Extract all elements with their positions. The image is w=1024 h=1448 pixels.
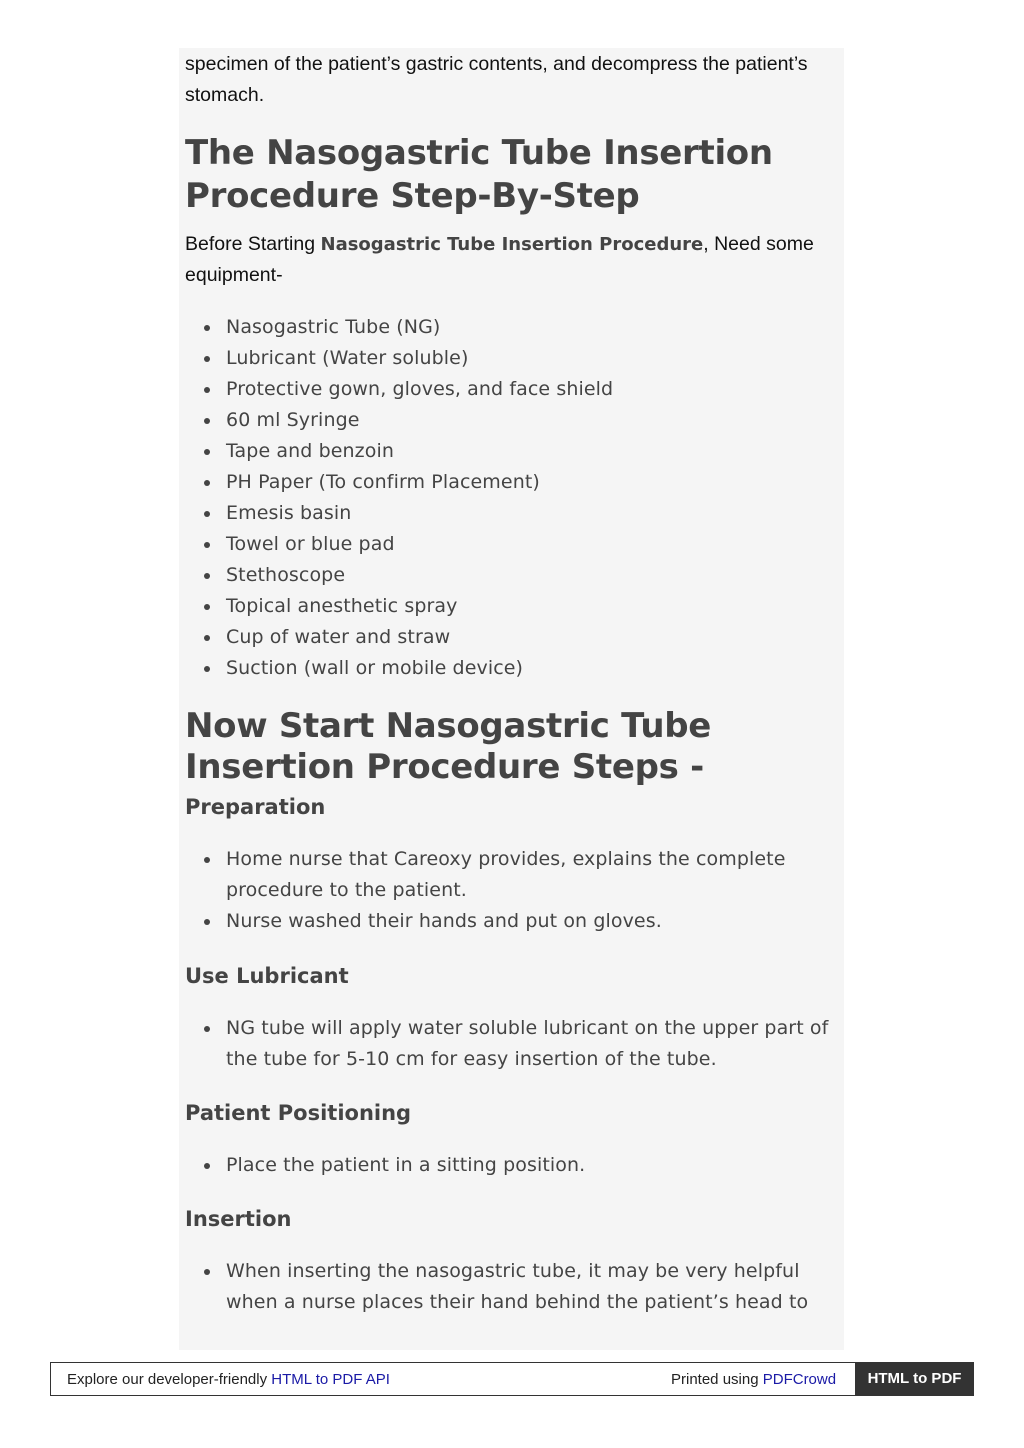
positioning-list [185, 1150, 838, 1181]
list-item: Protective gown, gloves, and face shield [226, 374, 838, 405]
before-suffix: , Need some equipment- [185, 233, 814, 286]
list-item: NG tube will apply water soluble lubricant on the upper part of the tube for 5-10 cm for easy insertion of the tube. [226, 1013, 838, 1075]
before-strong: Nasogastric Tube Insertion Procedure [320, 234, 704, 255]
intro-paragraph: specimen of the patient’s gastric contents, and decompress the patient’s stomach. [185, 53, 808, 106]
html-to-pdf-badge[interactable]: HTML to PDF [855, 1362, 974, 1396]
subheading-insertion: Insertion [185, 1207, 292, 1231]
list-item: PH Paper (To confirm Placement) [226, 467, 838, 498]
list-item: Stethoscope [226, 560, 838, 591]
subheading-preparation: Preparation [185, 795, 326, 819]
list-item: Tape and benzoin [226, 436, 838, 467]
pdfcrowd-link[interactable]: PDFCrowd [762, 1371, 837, 1388]
list-item: Home nurse that Careoxy provides, explains the complete procedure to the patient. [226, 844, 838, 906]
list-item: Towel or blue pad [226, 529, 838, 560]
footer-explore-text: Explore our developer-friendly [67, 1371, 272, 1388]
insertion-list [185, 1256, 838, 1318]
list-item: Emesis basin [226, 498, 838, 529]
before-starting-paragraph [185, 229, 838, 291]
html-to-pdf-api-link[interactable]: HTML to PDF API [271, 1371, 390, 1388]
list-item: Lubricant (Water soluble) [226, 343, 838, 374]
article-content [179, 48, 844, 1350]
list-item: Cup of water and straw [226, 622, 838, 653]
list-item: Nurse washed their hands and put on gloves. [226, 906, 838, 937]
subheading-patient-positioning: Patient Positioning [185, 1101, 412, 1125]
before-prefix: Before Starting [185, 233, 321, 255]
footer-printed [671, 1371, 836, 1388]
subheading-use-lubricant: Use Lubricant [185, 964, 349, 988]
pdfcrowd-footer [50, 1362, 974, 1396]
footer-explore [67, 1371, 390, 1388]
heading-procedure: The Nasogastric Tube Insertion Procedure Step-By-Step [185, 133, 773, 216]
list-item: 60 ml Syringe [226, 405, 838, 436]
equipment-list [185, 312, 838, 684]
preparation-list [185, 844, 838, 937]
list-item: Place the patient in a sitting position. [226, 1150, 838, 1181]
list-item: Topical anesthetic spray [226, 591, 838, 622]
list-item: When inserting the nasogastric tube, it may be very helpful when a nurse places their hand behind the patient’s head to [226, 1256, 838, 1318]
footer-printed-text: Printed using [671, 1371, 763, 1388]
lubricant-list [185, 1013, 838, 1075]
list-item: Suction (wall or mobile device) [226, 653, 838, 684]
heading-steps: Now Start Nasogastric Tube Insertion Procedure Steps - [185, 706, 712, 787]
list-item: Nasogastric Tube (NG) [226, 312, 838, 343]
